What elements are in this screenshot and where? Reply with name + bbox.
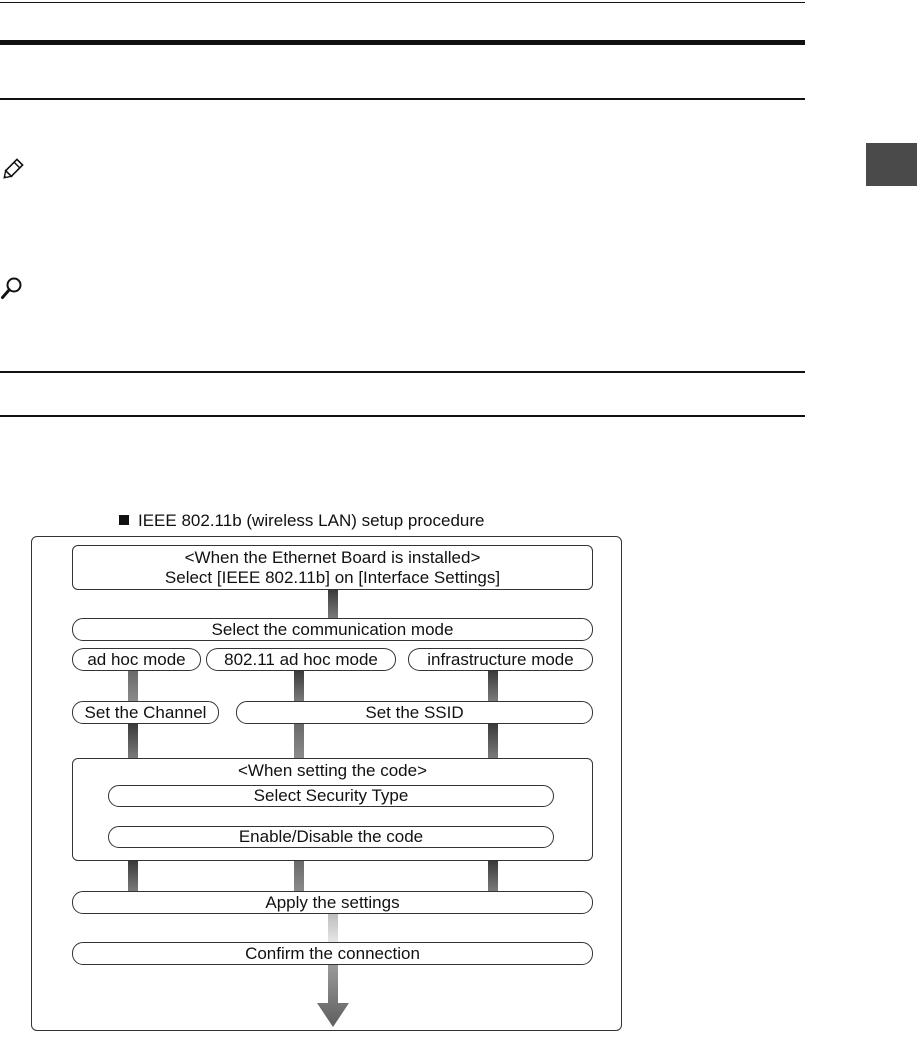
step-security-type: Select Security Type <box>108 785 554 807</box>
section-heading-rule-top <box>0 40 805 45</box>
magnifier-icon <box>0 276 24 300</box>
connector-80211-ssid <box>294 671 304 701</box>
section-heading-rule-bottom <box>0 98 805 100</box>
connector-ssid-code-left <box>294 724 304 758</box>
step-set-channel: Set the Channel <box>72 701 219 724</box>
step-enable-code: Enable/Disable the code <box>108 826 554 848</box>
top-rule <box>0 2 805 3</box>
step-start-line2: Select [IEEE 802.11b] on [Interface Settings] <box>164 567 501 587</box>
connector-code-apply-right <box>488 861 498 891</box>
connector-start-mode <box>328 590 338 618</box>
mode-80211-adhoc: 802.11 ad hoc mode <box>206 648 396 671</box>
chapter-tab <box>866 143 917 186</box>
step-set-ssid: Set the SSID <box>236 701 593 724</box>
connector-infra-ssid <box>488 671 498 701</box>
step-apply-settings: Apply the settings <box>72 891 593 914</box>
connector-channel-code <box>128 724 138 758</box>
connector-adhoc-channel <box>128 671 138 701</box>
step-code-group-label: <When setting the code> <box>237 761 428 780</box>
step-confirm-connection: Confirm the connection <box>72 942 593 965</box>
subsection-heading-rule-bottom <box>0 415 805 417</box>
subsection-heading-rule-top <box>0 371 805 373</box>
connector-code-apply-left <box>128 861 138 891</box>
connector-ssid-code-right <box>488 724 498 758</box>
mode-adhoc: ad hoc mode <box>72 648 201 671</box>
bullet-square-icon <box>119 515 129 525</box>
step-start-line1: <When the Ethernet Board is installed> <box>184 547 481 567</box>
diagram-title: IEEE 802.11b (wireless LAN) setup procedure <box>119 511 484 531</box>
step-communication-mode: Select the communication mode <box>72 618 593 641</box>
mode-infrastructure: infrastructure mode <box>408 648 593 671</box>
connector-code-apply-mid <box>294 861 304 891</box>
down-arrow-icon <box>315 965 351 1028</box>
step-start-box <box>72 545 593 590</box>
connector-apply-confirm <box>328 914 338 942</box>
pencil-icon <box>0 158 24 182</box>
